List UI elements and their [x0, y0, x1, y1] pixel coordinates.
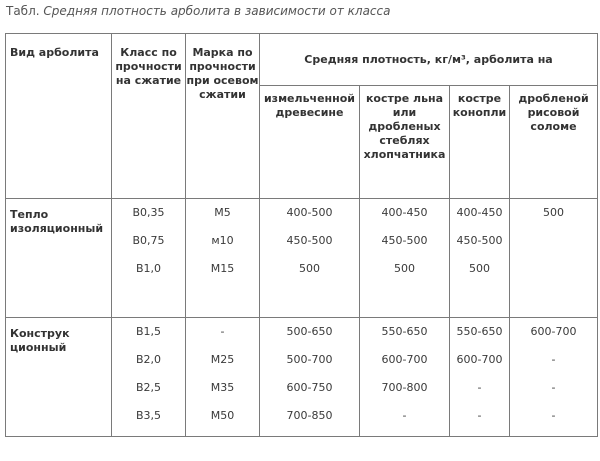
- subheader-hemp: костре конопли: [450, 86, 510, 199]
- header-mark: Марка по прочности при осевом сжатии: [186, 34, 260, 199]
- header-class: Класс по прочности на сжатие: [112, 34, 186, 199]
- cell-value: 600-750: [286, 381, 333, 394]
- cell-value: M15: [210, 262, 235, 275]
- table-caption: [6, 4, 390, 18]
- cell-value: -: [551, 353, 556, 366]
- cell-value: -: [477, 381, 482, 394]
- cell-value: 500-700: [286, 353, 333, 366]
- cell-value: M5: [214, 206, 231, 219]
- cell-hemp: [450, 199, 510, 318]
- cell-value: M25: [210, 353, 235, 366]
- cell-value: B1,5: [135, 325, 162, 338]
- cell-straw: [510, 199, 598, 318]
- cell-value: 550-650: [456, 325, 503, 338]
- cell-value: B2,0: [135, 353, 162, 366]
- cell-wood: [260, 199, 360, 318]
- cell-value: -: [551, 381, 556, 394]
- header-row: [6, 34, 598, 86]
- table-row: [6, 199, 598, 318]
- cell-value: 450-500: [456, 234, 503, 247]
- table-row: [6, 318, 598, 437]
- cell-value: [510, 227, 597, 255]
- cell-value: -: [477, 409, 482, 422]
- cell-value: 400-450: [381, 206, 428, 219]
- header-type: Вид арболита: [6, 34, 112, 199]
- cell-value: 600-700: [381, 353, 428, 366]
- cell-flax: [360, 199, 450, 318]
- cell-value: M50: [210, 409, 235, 422]
- caption-prefix: Табл.: [6, 4, 40, 18]
- cell-value: B2,5: [135, 381, 162, 394]
- cell-straw: [510, 318, 598, 437]
- cell-value: B0,75: [132, 234, 165, 247]
- cell-value: B0,35: [132, 206, 165, 219]
- cell-value: M35: [210, 381, 235, 394]
- cell-value: 700-850: [286, 409, 333, 422]
- subheader-straw: дробленой рисовой соломе: [510, 86, 598, 199]
- cell-value: 600-700: [456, 353, 503, 366]
- subheader-flax: костре льна или дробленых стеблях хлопчатника: [360, 86, 450, 199]
- cell-value: 500: [299, 262, 320, 275]
- cell-value: м10: [211, 234, 234, 247]
- cell-value: 400-450: [456, 206, 503, 219]
- cell-value: 400-500: [286, 206, 333, 219]
- header-density: Средняя плотность, кг/м³, арболита на: [260, 34, 598, 86]
- cell-value: 500: [543, 206, 564, 219]
- cell-value: 700-800: [381, 381, 428, 394]
- cell-value: -: [220, 325, 225, 338]
- density-table: [5, 33, 598, 437]
- cell-value: 450-500: [286, 234, 333, 247]
- cell-value: 500: [394, 262, 415, 275]
- cell-hemp: [450, 318, 510, 437]
- cell-value: 550-650: [381, 325, 428, 338]
- cell-marks: [186, 318, 260, 437]
- cell-value: B3,5: [135, 409, 162, 422]
- cell-classes: [112, 318, 186, 437]
- cell-wood: [260, 318, 360, 437]
- row-type: Конструк ционный: [6, 318, 112, 437]
- subheader-wood: измельченной древесине: [260, 86, 360, 199]
- cell-value: [510, 255, 597, 283]
- cell-value: 450-500: [381, 234, 428, 247]
- row-type: Тепло изоляционный: [6, 199, 112, 318]
- cell-value: -: [551, 409, 556, 422]
- cell-flax: [360, 318, 450, 437]
- cell-marks: [186, 199, 260, 318]
- caption-title: Средняя плотность арболита в зависимости от класса: [43, 4, 391, 18]
- cell-value: 500-650: [286, 325, 333, 338]
- cell-value: 600-700: [530, 325, 577, 338]
- cell-classes: [112, 199, 186, 318]
- cell-value: B1,0: [135, 262, 162, 275]
- cell-value: -: [402, 409, 407, 422]
- cell-value: 500: [469, 262, 490, 275]
